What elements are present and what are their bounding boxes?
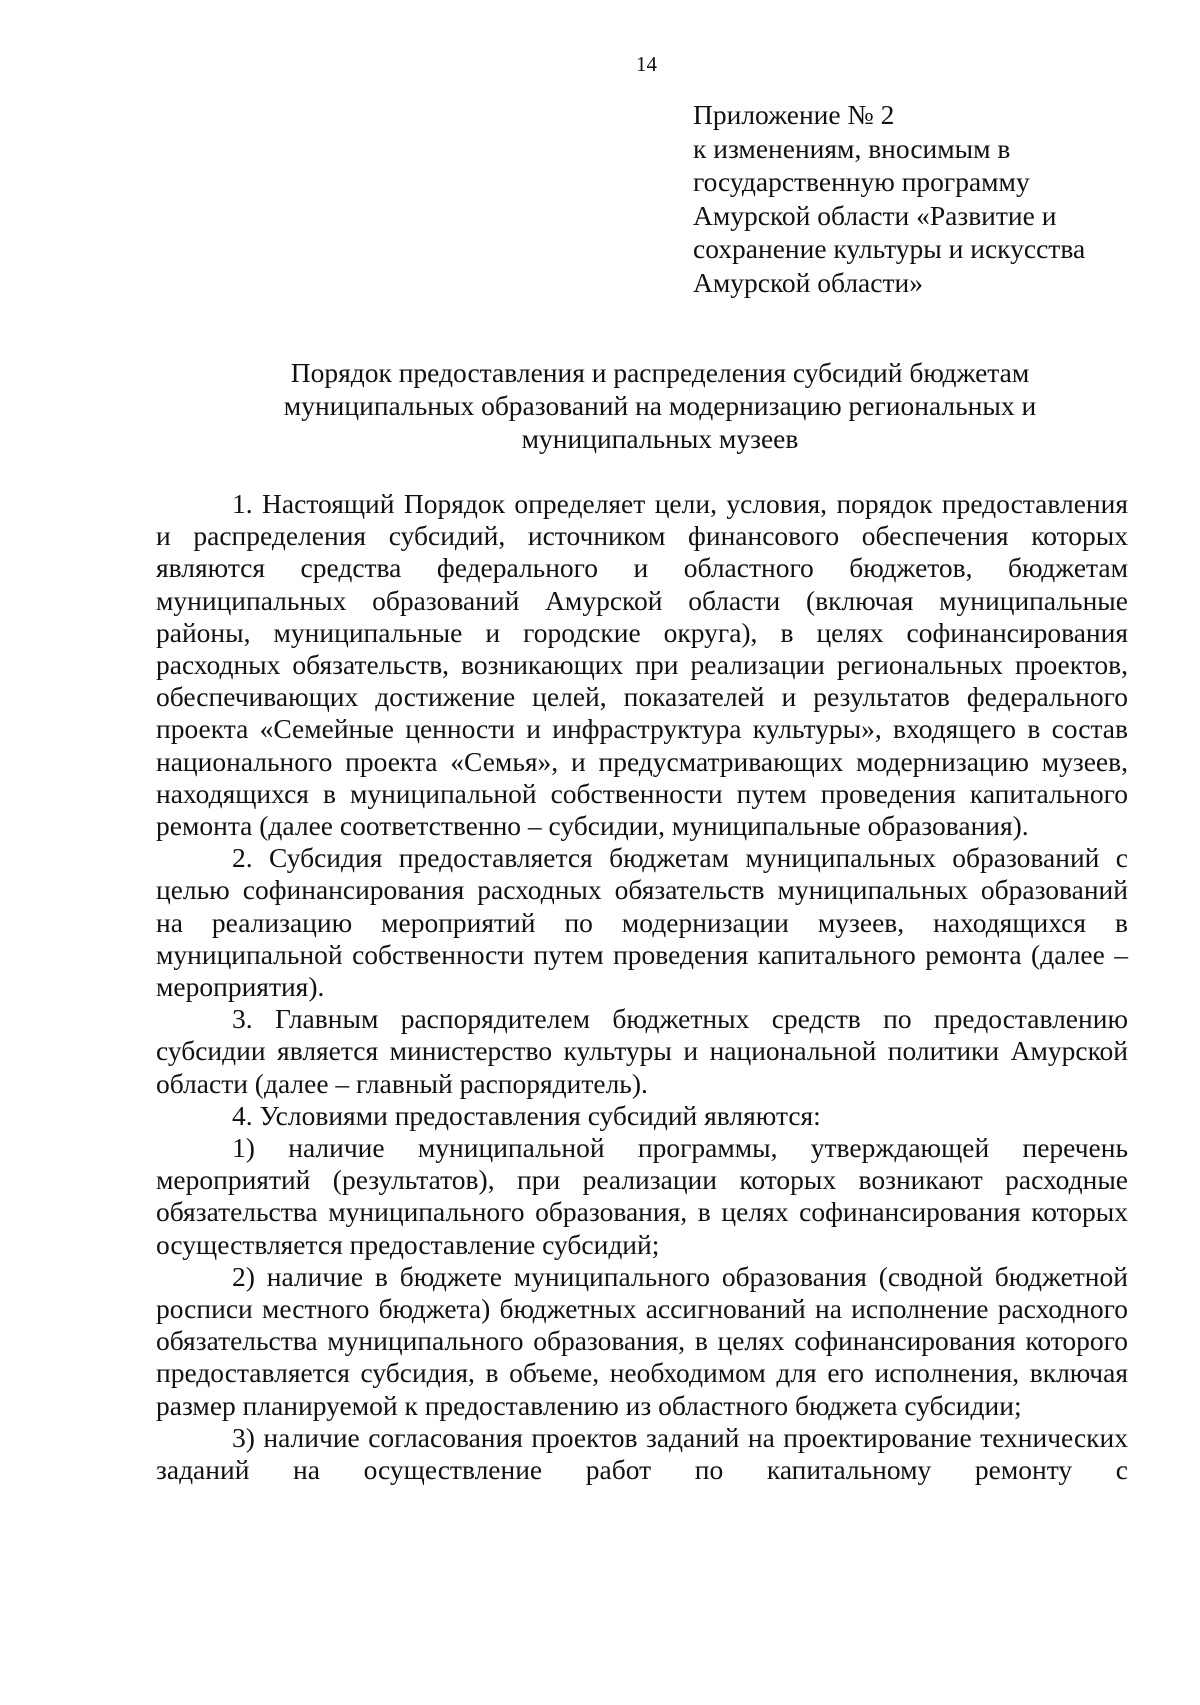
page-number: 14 [636,52,657,76]
appendix-line: Амурской области «Развитие и [693,199,1057,231]
paragraph-4-item-1: 1) наличие муниципальной программы, утверждающей перечень мероприятий (результатов), при реализации которых возникают расходные обязательства муниципального образования, в целях софинансирования которых осуществляется предоставление субсидий; [156,1132,1128,1260]
title-line: Порядок предоставления и распределения субсидий бюджетам [290,357,1030,388]
appendix-line: к изменениям, вносимым в [693,132,1011,164]
appendix-line: государственную программу [693,166,1030,198]
appendix-line: Приложение № 2 [693,99,895,130]
paragraph-1: 1. Настоящий Порядок определяет цели, условия, порядок предоставления и распределения субсидий, источником финансового обеспечения которых являются средства федерального и областного бюджетов, бюджетам муниципальных образований Амурской области (включая муниципальные районы, муниципальные и городские округа), в целях софинансирования расходных обязательств, возникающих при реализации региональных проектов, обеспечивающих достижение целей, показателей и результатов федерального проекта «Семейные ценности и инфраструктура культуры», входящего в состав национального проекта «Семья», и предусматривающих модернизацию музеев, находящихся в муниципальной собственности путем проведения капитального ремонта (далее соответственно – субсидии, муниципальные образования). [156,488,1128,842]
appendix-line: сохранение культуры и искусства [693,233,1086,265]
paragraph-3: 3. Главным распорядителем бюджетных средств по предоставлению субсидии является министерство культуры и национальной политики Амурской области (далее – главный распорядитель). [156,1003,1128,1099]
paragraph-2: 2. Субсидия предоставляется бюджетам муниципальных образований с целью софинансирования расходных обязательств муниципальных образований на реализацию мероприятий по модернизации музеев, находящихся в муниципальной собственности путем проведения капитального ремонта (далее – мероприятия). [156,842,1128,1003]
paragraph-4: 4. Условиями предоставления субсидий являются: [232,1099,821,1131]
title-line: муниципальных образований на модернизацию региональных и [283,390,1037,421]
document-title [160,356,1160,455]
appendix-line: Амурской области» [693,266,923,298]
document-body [156,488,1128,1486]
title-line: муниципальных музеев [521,423,799,454]
paragraph-4-item-3: 3) наличие согласования проектов заданий на проектирование технических заданий на осуществление работ по капитальному ремонту с [156,1421,1128,1486]
appendix-header [693,98,1163,300]
paragraph-4-item-2: 2) наличие в бюджете муниципального образования (сводной бюджетной росписи местного бюджета) бюджетных ассигнований на исполнение расходного обязательства муниципального образования, в целях софинансирования которого предоставляется субсидия, в объеме, необходимом для его исполнения, включая размер планируемой к предоставлению из областного бюджета субсидии; [156,1260,1128,1421]
